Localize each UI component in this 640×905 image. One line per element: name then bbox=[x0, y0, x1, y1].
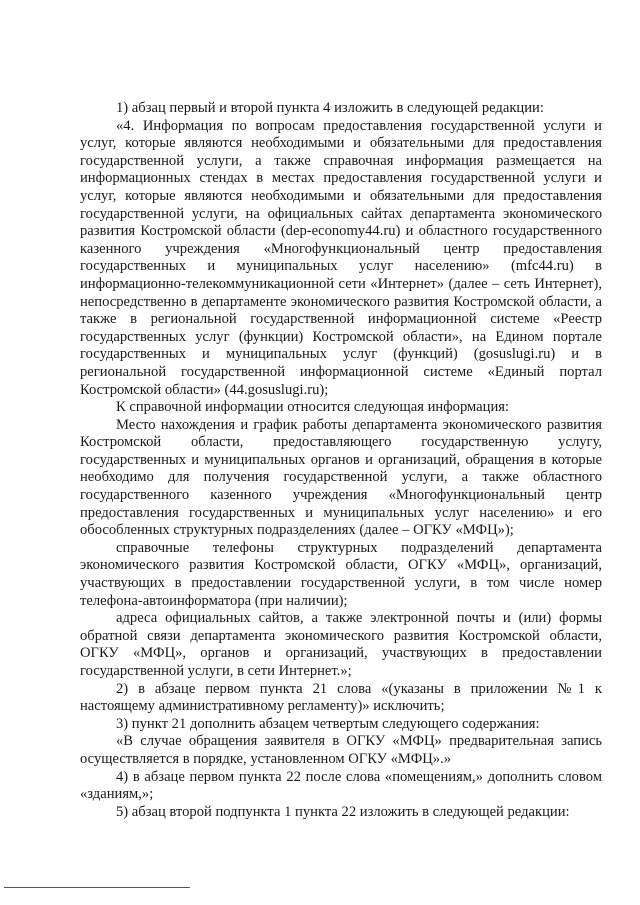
paragraph-7: 2) в абзаце первом пункта 21 слова «(указаны в приложении №1 к настоящему административному регламенту)» исключить; bbox=[80, 680, 602, 715]
paragraph-4: Место нахождения и график работы департамента экономического развития Костромской области, предоставляющего государственную услугу, государственных и муниципальных органов и организаций, обращения в которые необходимо для получения государственной услуги, а также областного государственного казенного учреждения «Многофункциональный центр предоставления государственных и муниципальных услуг населению» и его обособленных структурных подразделениях (далее – ОГКУ «МФЦ»); bbox=[80, 416, 602, 539]
paragraph-2: «4. Информация по вопросам предоставления государственной услуги и услуг, которые являются необходимыми и обязательными для предоставления государственной услуги, а также справочная информация размещается на информационных стендах в местах предоставления государственной услуги и услуг, которые являются необходимыми и обязательными для предоставления государственной услуги, на официальных сайтах департамента экономического развития Костромской области (dep-economy44.ru) и областного государственного казенного учреждения «Многофункциональный центр предоставления государственных и муниципальных услуг населению» (mfc44.ru) в информационно-телекоммуникационной сети «Интернет» (далее – сеть Интернет), непосредственно в департаменте экономического развития Костромской области, а также в региональной государственной информационной системе «Реестр государственных услуг (функции) Костромской области», на Едином портале государственных и муниципальных услуг (функций) (gosuslugi.ru) и в региональной государственной информационной системе «Единый портал Костромской области» (44.gosuslugi.ru); bbox=[80, 117, 602, 398]
document-body bbox=[80, 100, 602, 821]
paragraph-11: 5) абзац второй подпункта 1 пункта 22 изложить в следующей редакции: bbox=[116, 803, 570, 820]
footer-divider bbox=[4, 887, 190, 888]
paragraph-9: «В случае обращения заявителя в ОГКУ «МФЦ» предварительная запись осуществляется в порядке, установленном ОГКУ «МФЦ».» bbox=[80, 733, 602, 767]
paragraph-1: 1) абзац первый и второй пункта 4 изложить в следующей редакции: bbox=[116, 100, 544, 116]
paragraph-10: 4) в абзаце первом пункта 22 после слова «помещениям,» дополнить словом «зданиям,»; bbox=[80, 768, 602, 803]
paragraph-8: 3) пункт 21 дополнить абзацем четвертым следующего содержания: bbox=[116, 715, 540, 732]
paragraph-3: К справочной информации относится следующая информация: bbox=[116, 399, 510, 416]
paragraph-6: адреса официальных сайтов, а также электронной почты и (или) формы обратной связи департамента экономического развития Костромской области, ОГКУ «МФЦ», органов и организаций, участвующих в предоставлении государственной услуги, в сети Интернет.»; bbox=[80, 610, 602, 679]
paragraph-5: справочные телефоны структурных подразделений департамента экономического развития Костромской области, ОГКУ «МФЦ», организаций, участвующих в предоставлении государственной услуги, в том числе номер телефона-автоинформатора (при наличии); bbox=[80, 539, 602, 609]
